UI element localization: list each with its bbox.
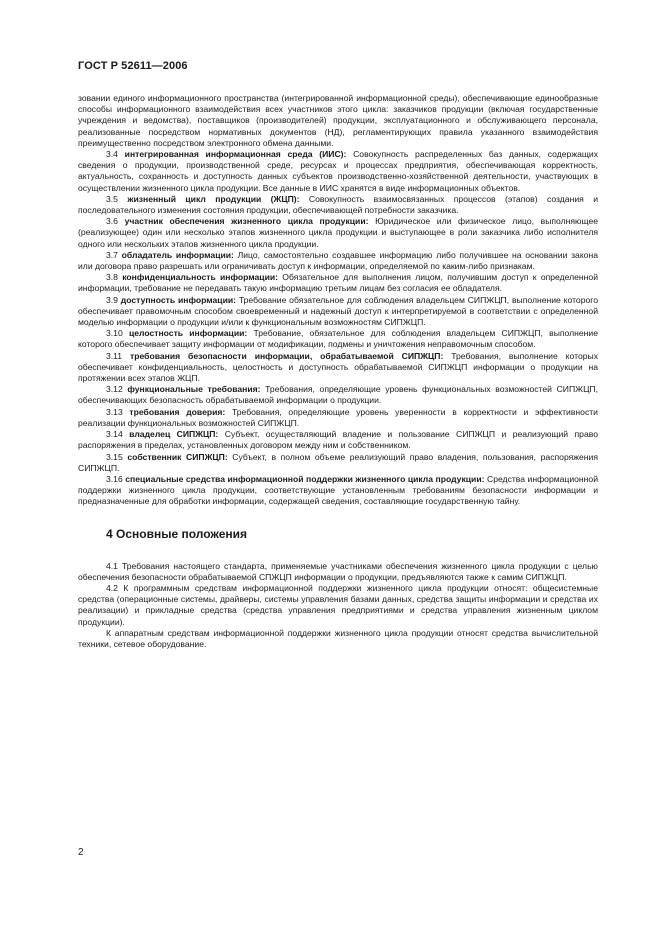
definition-term: требования безопасности информации, обрабатываемой СИПЖЦП: — [130, 350, 444, 361]
definition-term: доступность информации: — [120, 294, 236, 305]
definition-text: Требования, определяющие уровень уверенности в корректности и эффективности реализации функциональных возможностей СИПЖЦП. — [78, 406, 598, 428]
definition-item — [78, 216, 598, 250]
paragraph-4-2-hardware: К аппаратным средствам информационной поддержки жизненного цикла продукции относят средства вычислительной техники, сетевое оборудование. — [78, 627, 598, 649]
definition-number: 3.12 — [106, 384, 123, 395]
definition-term: специальные средства информационной поддержки жизненного цикла продукции: — [125, 473, 485, 484]
definition-number: 3.8 — [106, 272, 118, 283]
document-header: ГОСТ Р 52611—2006 — [78, 60, 188, 72]
definition-number: 3.13 — [106, 406, 123, 417]
definition-item — [78, 194, 598, 216]
definition-text: Требование обязательное для соблюдения владельцем СИПЖЦП, выполнение которого обеспечивает правомочным способом своевременный и надежный доступ к интерпретируемой в соответствии с определенной моделью информации о продукции и/или к функциональным возможностям СИПЖЦП. — [78, 294, 598, 328]
definition-item — [78, 407, 598, 429]
definition-text: Требования, выполнение которых обеспечивает конфиденциальность, целостность и доступность обрабатываемой СИПЖЦП информации о продукции на протяжении всех этапов ЖЦП. — [78, 350, 598, 384]
definition-item — [78, 474, 598, 508]
definition-term: конфиденциальность информации: — [122, 272, 279, 283]
definition-text: Субъект, в полном объеме реализующий право владения, пользования, распоряжения СИПЖЦП. — [78, 451, 599, 473]
definition-number: 3.10 — [106, 328, 123, 339]
definition-number: 3.5 — [106, 193, 118, 204]
definitions-list — [78, 149, 598, 508]
definition-text: Требования, определяющие уровень функциональных возможностей СИПЖЦП, обеспечивающих безопасность обрабатываемой информации о продукции. — [78, 384, 599, 406]
paragraph-4-2: 4.2 К программным средствам информационной поддержки жизненного цикла продукции относят: общесистемные средства (операционные системы, драйверы, системы управления базами данных, средства защиты информации и средства их реализации) и прикладные средства (средства управления предприятиями и средства управления жизненным циклом продукции). — [78, 582, 598, 627]
definition-term: жизненный цикл продукции (ЖЦП): — [127, 193, 300, 204]
definition-text: Средства информационной поддержки жизненного цикла продукции, соответствующие установленным требованиям безопасности информации и предназначенные для обработки информации, содержащей сведения, составляющие государственную тайну. — [78, 473, 598, 507]
definition-text: Субъект, осуществляющий владение и пользование СИПЖЦП и реализующий право распоряжения в пределах, установленных договором между ним и собственником. — [78, 429, 598, 451]
definition-text: Совокупность взаимосвязанных процессов (этапов) создания и последовательного изменения состояния продукции, обеспечивающей потребности заказчика. — [78, 193, 598, 216]
definition-number: 3.16 — [106, 473, 123, 484]
intro-paragraph: зовании единого информационного пространства (интегрированной информационной среды), обеспечивающие единообразные способы информационного взаимодействия всех участников этого цикла: заказчиков продукции (включая государственные учреждения и ведомства), поставщиков (производителей) продукции, эксплуатационного и обслуживающего персонала, реализованные посредством нормативных документов (НД), регламентирующих правила указанного взаимодействия преимущественно посредством электронного обмена данными. — [78, 93, 598, 148]
definition-item — [78, 429, 598, 451]
definition-item — [78, 328, 598, 350]
definition-text: Юридическое или физическое лицо, выполняющее (реализующее) один или несколько этапов жизненного цикла продукции и выступающее в роли заказчика либо исполнителя одного или нескольких этапов жизненного цикла продукции. — [78, 216, 599, 249]
section-heading: 4 Основные положения — [106, 526, 248, 541]
definition-item — [78, 149, 598, 194]
definition-term: требования доверия: — [129, 406, 226, 417]
definition-term: собственник СИПЖЦП: — [127, 451, 228, 462]
definition-term: целостность информации: — [128, 328, 248, 339]
definition-term: обладатель информации: — [121, 249, 234, 260]
definition-item — [78, 295, 598, 329]
definition-term: владелец СИПЖЦП: — [129, 429, 219, 440]
definition-text: Лицо, самостоятельно создавшее информацию либо получившее на основании закона или договора право разрешать или ограничивать доступ к информации, определяемой по каким-либо признакам. — [78, 249, 598, 272]
document-body — [78, 93, 598, 650]
definition-item — [78, 351, 598, 385]
definition-text: Требование, обязательное для соблюдения владельцем СИПЖЦП, выполнение которого обеспечивает защиту информации от модификации, подмены и уничтожения неправомочным способом. — [78, 328, 598, 350]
definition-text: Совокупность распределенных баз данных, содержащих сведения о продукции, производственной среде, ресурсах и процессах предприятия, обеспечивающая корректность, актуальность, сохранность и доступность данных субъектов производственно-хозяйственной деятельности, участвующих в осуществлении жизненного цикла продукции. Все данные в ИИС хранятся в виде информационных объектов. — [78, 149, 599, 193]
definition-term: участник обеспечения жизненного цикла продукции: — [124, 216, 369, 227]
definition-number: 3.7 — [106, 249, 118, 260]
definition-item — [78, 384, 598, 406]
definition-number: 3.15 — [106, 451, 123, 462]
page-number: 2 — [78, 847, 84, 858]
definition-term: интегрированная информационная среда (ИИС): — [124, 149, 347, 160]
definition-item — [78, 250, 598, 272]
definition-number: 3.14 — [106, 429, 123, 440]
definition-term: функциональные требования: — [127, 384, 261, 395]
paragraph-4-1: 4.1 Требования настоящего стандарта, применяемые участниками обеспечения жизненного цикла продукции с целью обеспечения безопасности обрабатываемой СПЖЦП информации о продукции, предъявляются также к самим СИПЖЦП. — [78, 560, 598, 582]
definition-item — [78, 452, 598, 474]
definition-number: 3.11 — [106, 350, 123, 361]
definition-text: Обязательное для выполнения лицом, получившим доступ к определенной информации, требование не передавать такую информацию третьим лицам без согласия ее обладателя. — [78, 272, 598, 294]
definition-number: 3.6 — [106, 216, 118, 227]
definition-item — [78, 272, 598, 294]
definition-number: 3.4 — [106, 149, 118, 160]
definition-number: 3.9 — [106, 294, 118, 305]
